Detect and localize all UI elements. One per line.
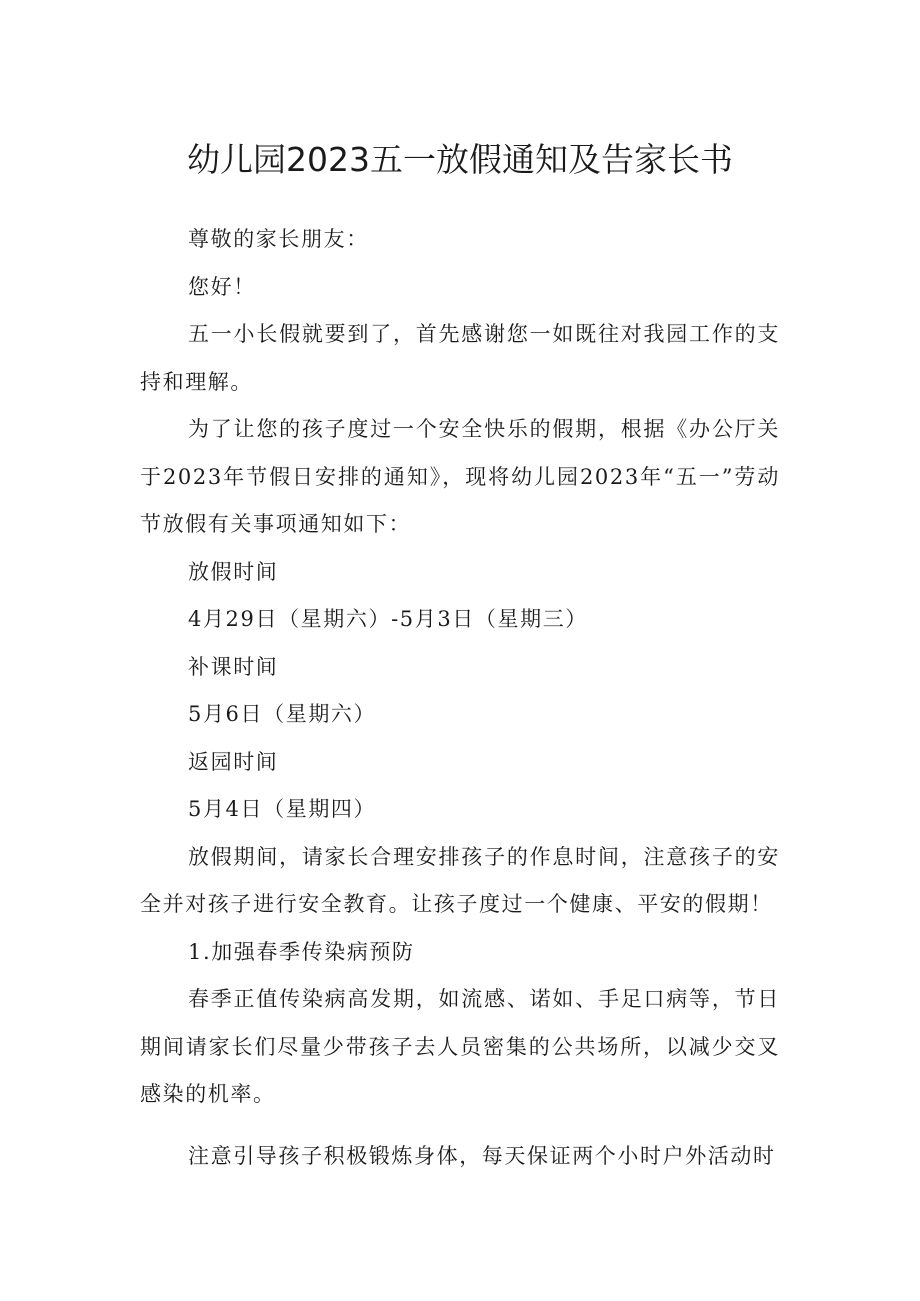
holiday-heading: 放假时间 xyxy=(188,559,279,584)
notice-paragraph: 为了让您的孩子度过一个安全快乐的假期，根据《办公厅关于2023年节假日安排的通知》，现将幼儿园2023年“五一”劳动节放假有关事项通知如下： xyxy=(140,417,780,536)
return-heading: 返园时间 xyxy=(188,749,279,774)
safety-paragraph: 放假期间，请家长合理安排孩子的作息时间，注意孩子的安全并对孩子进行安全教育。让孩子度过一个健康、平安的假期！ xyxy=(140,844,780,916)
intro-paragraph: 五一小长假就要到了，首先感谢您一如既往对我园工作的支持和理解。 xyxy=(140,322,780,394)
makeup-date: 5月6日（星期六） xyxy=(188,702,377,726)
document-body xyxy=(140,216,780,1180)
exercise-paragraph: 注意引导孩子积极锻炼身体，每天保证两个小时户外活动时 xyxy=(188,1143,776,1168)
document-title: 幼儿园2023五一放假通知及告家长书 xyxy=(187,140,733,179)
disease-paragraph: 春季正值传染病高发期，如流感、诺如、手足口病等，节日期间请家长们尽量少带孩子去人员密集的公共场所，以减少交叉感染的机率。 xyxy=(140,987,780,1106)
salutation: 尊敬的家长朋友： xyxy=(188,227,369,251)
makeup-heading: 补课时间 xyxy=(188,654,279,679)
holiday-dates: 4月29日（星期六）-5月3日（星期三） xyxy=(188,607,588,631)
greeting: 您好！ xyxy=(188,274,256,299)
return-date: 5月4日（星期四） xyxy=(188,797,377,821)
section-heading-1: 1.加强春季传染病预防 xyxy=(188,939,415,964)
